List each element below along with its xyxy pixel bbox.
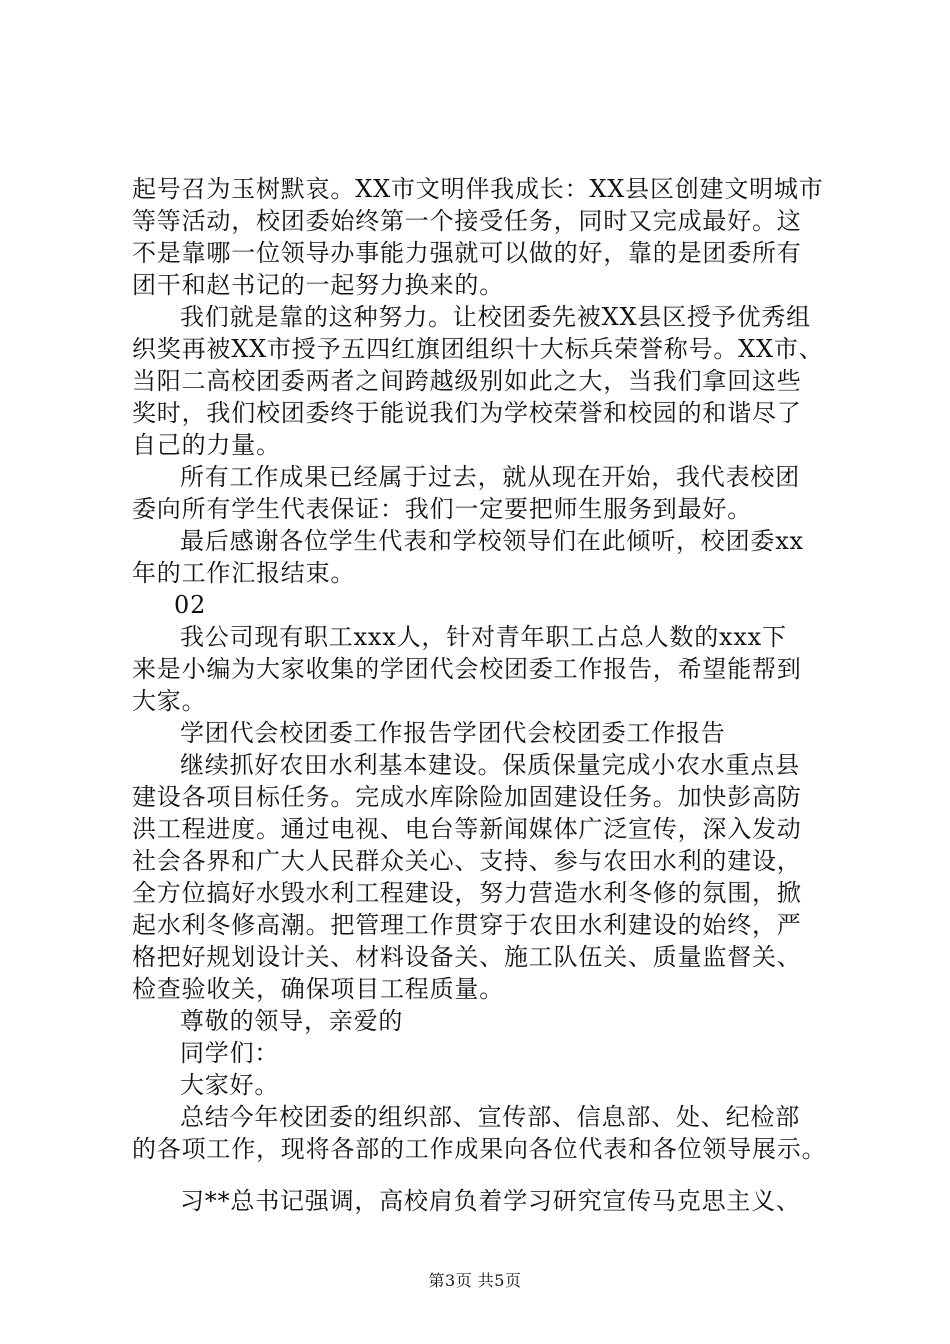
text-line: 格把好规划设计关、材料设备关、施工队伍关、质量监督关、 <box>132 943 802 971</box>
text-line: 起水利冬修高潮。把管理工作贯穿于农田水利建设的始终，严 <box>132 911 802 939</box>
page-number-footer: 第3页 共5页 <box>428 1271 522 1290</box>
text-line: 总结今年校团委的组织部、宣传部、信息部、处、纪检部 <box>180 1103 800 1131</box>
document-body <box>132 173 832 1217</box>
text-line: 全方位搞好水毁水利工程建设，努力营造水利冬修的氛围，掀 <box>132 879 802 907</box>
text-line: 继续抓好农田水利基本建设。保质保量完成小农水重点县 <box>180 751 800 779</box>
text-line: 织奖再被XX市授予五四红旗团组织十大标兵荣誉称号。XX市、 <box>132 335 824 363</box>
text-line: 尊敬的领导，亲爱的 <box>180 1007 404 1035</box>
text-line: 最后感谢各位学生代表和学校领导们在此倾听，校团委xx <box>180 527 804 555</box>
text-line: 团干和赵书记的一起努力换来的。 <box>132 271 504 299</box>
text-line: 年的工作汇报结束。 <box>132 559 356 587</box>
text-line: 我们就是靠的这种努力。让校团委先被XX县区授予优秀组 <box>180 303 811 331</box>
text-line: 我公司现有职工xxx人，针对青年职工占总人数的xxx下 <box>180 623 787 651</box>
text-line: 检查验收关，确保项目工程质量。 <box>132 975 504 1003</box>
text-line: 大家。 <box>132 687 207 715</box>
text-line: 奖时，我们校团委终于能说我们为学校荣誉和校园的和谐尽了 <box>132 399 802 427</box>
text-line: 洪工程进度。通过电视、电台等新闻媒体广泛宣传，深入发动 <box>132 815 802 843</box>
text-line: 不是靠哪一位领导办事能力强就可以做的好，靠的是团委所有 <box>132 239 802 267</box>
section-number: 02 <box>174 591 207 619</box>
text-line: 委向所有学生代表保证：我们一定要把师生服务到最好。 <box>132 495 752 523</box>
text-line: 学团代会校团委工作报告学团代会校团委工作报告 <box>180 719 726 747</box>
text-line: 等等活动，校团委始终第一个接受任务，同时又完成最好。这 <box>132 207 802 235</box>
text-line: 建设各项目标任务。完成水库除险加固建设任务。加快彭高防 <box>132 783 802 811</box>
text-line: 同学们： <box>180 1039 280 1067</box>
text-line: 自己的力量。 <box>132 431 281 459</box>
text-line: 社会各界和广大人民群众关心、支持、参与农田水利的建设， <box>132 847 802 875</box>
text-line: 习**总书记强调，高校肩负着学习研究宣传马克思主义、 <box>180 1187 801 1215</box>
text-line: 的各项工作，现将各部的工作成果向各位代表和各位领导展示。 <box>132 1135 827 1163</box>
text-line: 当阳二高校团委两者之间跨越级别如此之大，当我们拿回这些 <box>132 367 802 395</box>
text-line: 所有工作成果已经属于过去，就从现在开始，我代表校团 <box>180 463 800 491</box>
text-line: 大家好。 <box>180 1071 280 1099</box>
text-line: 来是小编为大家收集的学团代会校团委工作报告，希望能帮到 <box>132 655 802 683</box>
text-line: 起号召为玉树默哀。XX市文明伴我成长：XX县区创建文明城市 <box>132 175 824 203</box>
